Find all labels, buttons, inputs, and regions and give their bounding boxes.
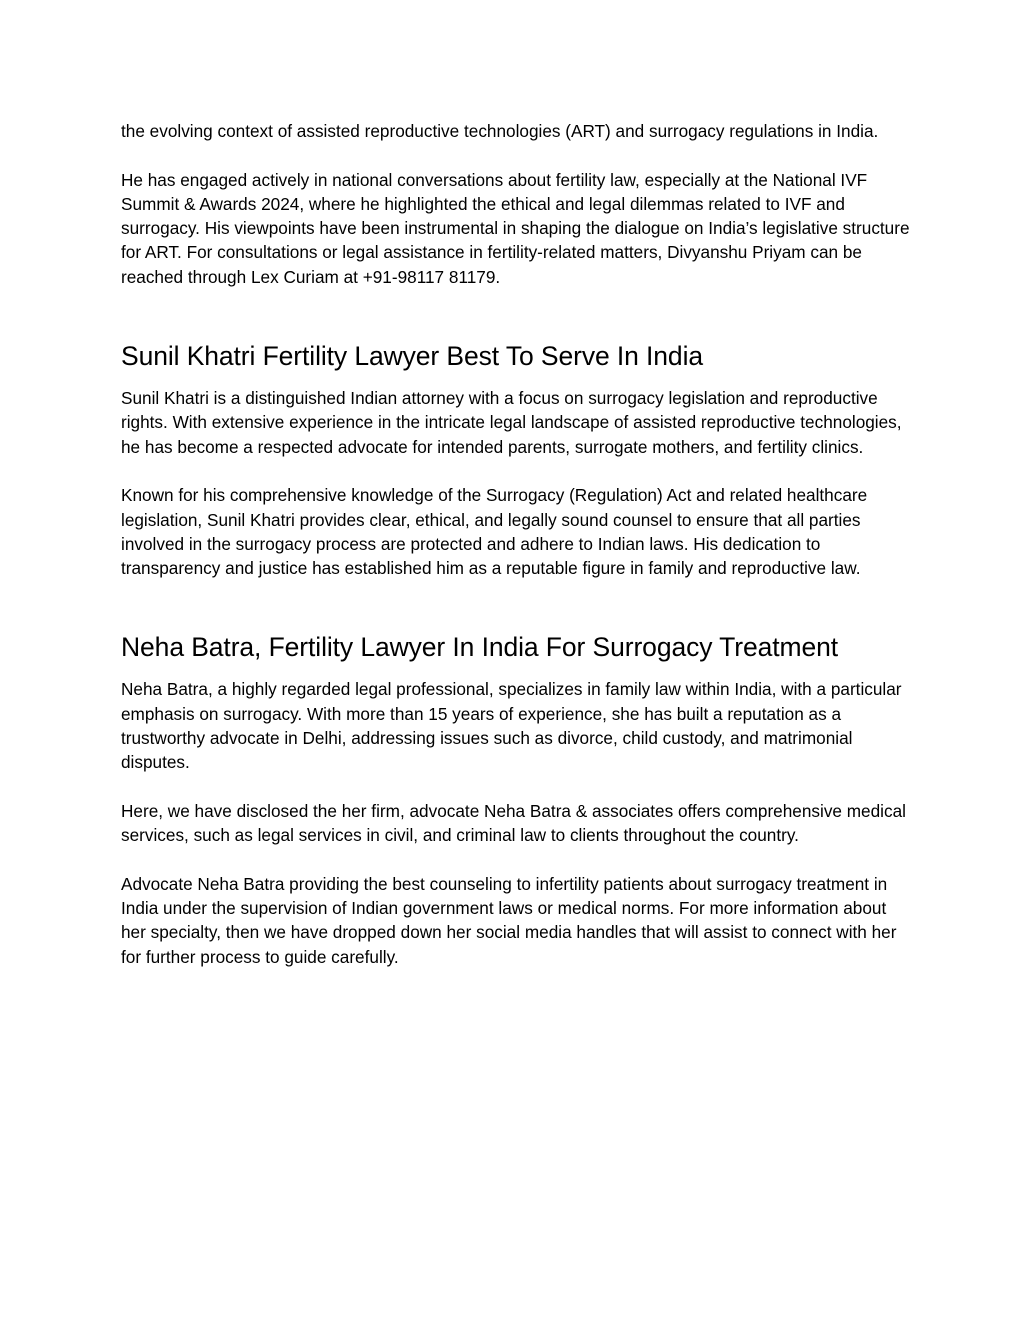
section-heading-neha-batra: Neha Batra, Fertility Lawyer In India For Surrogacy Treatment [121,632,839,663]
sunil-khatri-paragraph-2: Known for his comprehensive knowledge of the Surrogacy (Regulation) Act and related healthcare legislation, Sunil Khatri provides clear, ethical, and legally sound counsel to ensure that all parties involved in the surrogacy process are protected and adhere to Indian laws. His dedication to transparency and justice has established him as a reputable figure in family and reproductive law. [121,485,868,579]
neha-batra-paragraph-3: Advocate Neha Batra providing the best counseling to infertility patients about surrogacy treatment in India under the supervision of Indian government laws or medical norms. For more information about her specialty, then we have dropped down her social media handles that will assist to connect with her for further process to guide carefully. [121,873,897,967]
intro-paragraph-1: the evolving context of assisted reproductive technologies (ART) and surrogacy regulations in India. [121,121,879,141]
intro-paragraph-2: He has engaged actively in national conversations about fertility law, especially at the National IVF Summit & Awards 2024, where he highlighted the ethical and legal dilemmas related to IVF and surrogacy. His viewpoints have been instrumental in shaping the dialogue on India’s legislative structure for ART. For consultations or legal assistance in fertility-related matters, Divyanshu Priyam can be reached through Lex Curiam at +91-98117 81179. [121,169,910,287]
neha-batra-paragraph-2: Here, we have disclosed the her firm, advocate Neha Batra & associates offers comprehensive medical services, such as legal services in civil, and criminal law to clients throughout the country. [121,800,906,846]
sunil-khatri-paragraph-1: Sunil Khatri is a distinguished Indian attorney with a focus on surrogacy legislation and reproductive rights. With extensive experience in the intricate legal landscape of assisted reproductive technologies, he has become a respected advocate for intended parents, surrogate mothers, and fertility clinics. [121,388,902,457]
section-heading-sunil-khatri: Sunil Khatri Fertility Lawyer Best To Serve In India [121,341,703,372]
neha-batra-paragraph-1: Neha Batra, a highly regarded legal professional, specializes in family law within India, with a particular emphasis on surrogacy. With more than 15 years of experience, she has built a reputation as a trustworthy advocate in Delhi, addressing issues such as divorce, child custody, and matrimonial disputes. [121,679,902,773]
document-page [121,119,911,969]
